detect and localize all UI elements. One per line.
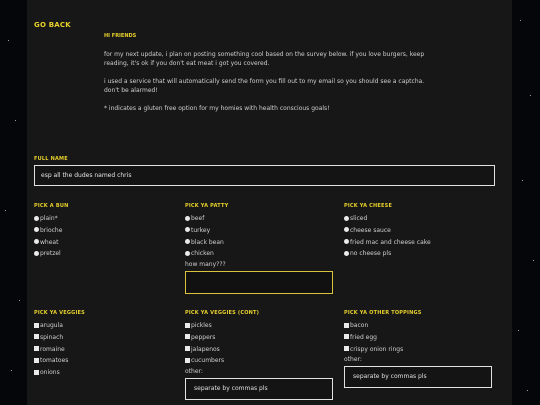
radio-button[interactable] bbox=[34, 251, 39, 256]
intro-paragraph: * indicates a gluten free option for my homies with health conscious goals! bbox=[104, 105, 330, 112]
cheese-option[interactable]: cheese sauce bbox=[344, 225, 431, 237]
how-many-label: how many??? bbox=[185, 261, 226, 269]
radio-button[interactable] bbox=[344, 216, 349, 221]
cheese-option[interactable]: sliced bbox=[344, 213, 431, 225]
other-toppings-input[interactable]: separate by commas pls bbox=[344, 366, 492, 388]
patty-option[interactable]: beef bbox=[185, 213, 228, 225]
checkbox[interactable] bbox=[34, 358, 39, 363]
bun-option[interactable]: pretzel bbox=[34, 248, 68, 260]
toppings-label: PICK YA OTHER TOPPINGS bbox=[344, 310, 422, 316]
checkbox[interactable] bbox=[185, 323, 190, 328]
topping-option[interactable]: fried egg bbox=[344, 332, 422, 344]
checkbox[interactable] bbox=[185, 346, 190, 351]
radio-button[interactable] bbox=[344, 239, 349, 244]
cheese-group bbox=[344, 203, 431, 260]
radio-button[interactable] bbox=[185, 216, 190, 221]
full-name-input[interactable]: esp all the dudes named chris bbox=[34, 165, 495, 186]
toppings-group bbox=[344, 310, 422, 363]
radio-button[interactable] bbox=[344, 227, 349, 232]
topping-option[interactable]: crispy onion rings bbox=[344, 344, 422, 356]
topping-option[interactable]: bacon bbox=[344, 320, 422, 332]
radio-button[interactable] bbox=[34, 239, 39, 244]
bun-option[interactable]: brioche bbox=[34, 225, 68, 237]
other-veggies-input[interactable]: separate by commas pls bbox=[185, 378, 333, 400]
veggie-option[interactable]: cucumbers bbox=[185, 355, 259, 367]
veggies-group bbox=[34, 310, 85, 379]
bun-label: PICK A BUN bbox=[34, 203, 69, 209]
patty-option[interactable]: turkey bbox=[185, 225, 228, 237]
veggies-cont-label: PICK YA VEGGIES (CONT) bbox=[185, 310, 260, 316]
intro-paragraph: for my next update, i plan on posting something cool based on the survey below. if you love burgers, keep reading, it's ok if you don't eat meat i got you covered. bbox=[104, 51, 425, 67]
checkbox[interactable] bbox=[344, 346, 349, 351]
radio-button[interactable] bbox=[34, 227, 39, 232]
cheese-option[interactable]: no cheese pls bbox=[344, 248, 431, 260]
bun-option[interactable]: wheat bbox=[34, 237, 68, 249]
patty-option[interactable]: chicken bbox=[185, 248, 228, 260]
cheese-label: PICK YA CHEESE bbox=[344, 203, 393, 209]
patty-option[interactable]: black bean bbox=[185, 237, 228, 249]
intro-paragraph: i used a service that will automatically send the form you fill out to my email so you should see a captcha. don't be alarmed! bbox=[104, 78, 425, 94]
cheese-option[interactable]: fried mac and cheese cake bbox=[344, 237, 431, 249]
other-toppings-label: other: bbox=[344, 356, 362, 364]
intro-section bbox=[104, 33, 439, 122]
checkbox[interactable] bbox=[34, 334, 39, 339]
radio-button[interactable] bbox=[185, 239, 190, 244]
radio-button[interactable] bbox=[344, 251, 349, 256]
veggie-option[interactable]: arugula bbox=[34, 320, 85, 332]
radio-button[interactable] bbox=[185, 251, 190, 256]
other-veggies-label: other: bbox=[185, 368, 203, 376]
checkbox[interactable] bbox=[34, 370, 39, 375]
intro-title: HI FRIENDS bbox=[104, 33, 137, 39]
checkbox[interactable] bbox=[344, 334, 349, 339]
veggies-label: PICK YA VEGGIES bbox=[34, 310, 85, 316]
radio-button[interactable] bbox=[185, 227, 190, 232]
full-name-label: FULL NAME bbox=[34, 156, 68, 162]
veggie-option[interactable]: jalapenos bbox=[185, 344, 259, 356]
veggie-option[interactable]: spinach bbox=[34, 332, 85, 344]
checkbox[interactable] bbox=[34, 346, 39, 351]
checkbox[interactable] bbox=[185, 358, 190, 363]
go-back-link[interactable]: GO BACK bbox=[34, 21, 71, 29]
checkbox[interactable] bbox=[185, 334, 190, 339]
patty-group bbox=[185, 203, 228, 268]
radio-button[interactable] bbox=[34, 216, 39, 221]
bun-option[interactable]: plain* bbox=[34, 213, 68, 225]
bun-group bbox=[34, 203, 68, 260]
how-many-input[interactable] bbox=[185, 271, 333, 294]
checkbox[interactable] bbox=[344, 323, 349, 328]
veggie-option[interactable]: tomatoes bbox=[34, 355, 85, 367]
veggies-cont-group bbox=[185, 310, 259, 375]
veggie-option[interactable]: onions bbox=[34, 367, 85, 379]
veggie-option[interactable]: romaine bbox=[34, 344, 85, 356]
veggie-option[interactable]: peppers bbox=[185, 332, 259, 344]
checkbox[interactable] bbox=[34, 323, 39, 328]
patty-label: PICK YA PATTY bbox=[185, 203, 229, 209]
veggie-option[interactable]: pickles bbox=[185, 320, 259, 332]
